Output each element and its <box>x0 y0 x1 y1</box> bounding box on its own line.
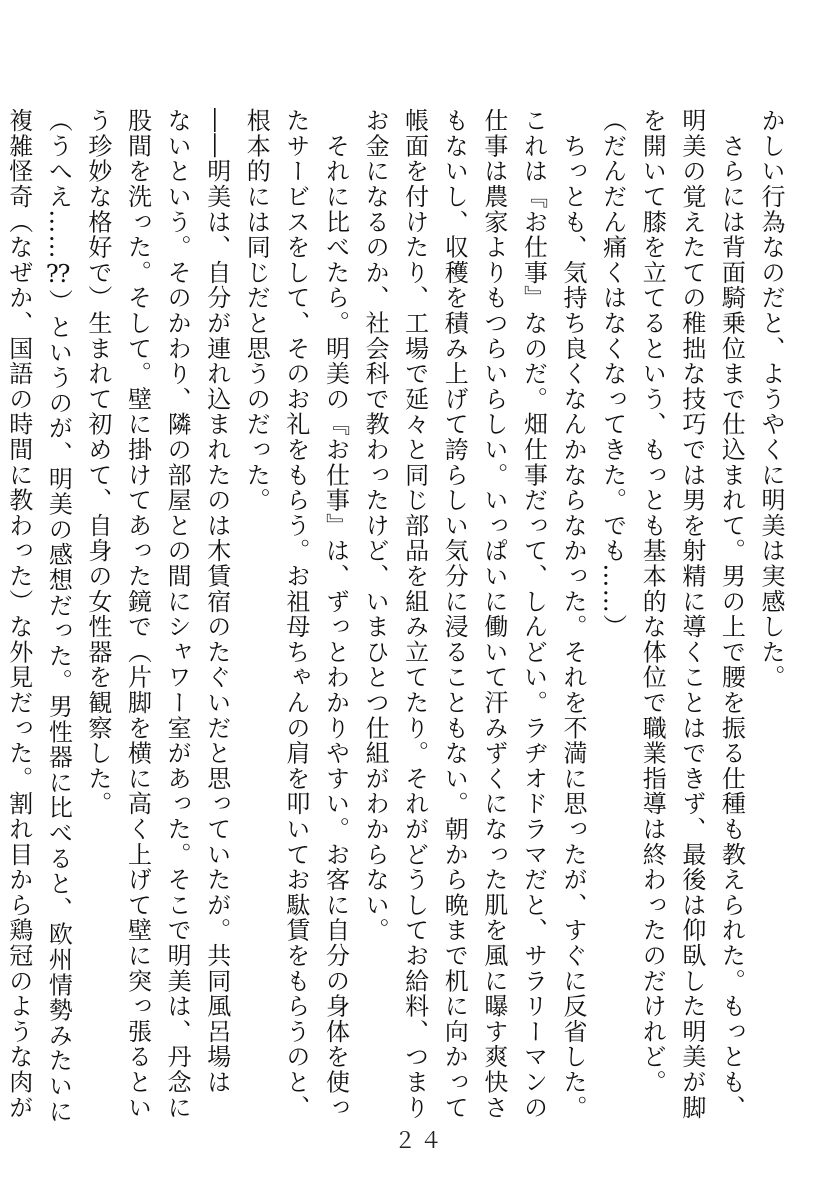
page-number: ２４ <box>393 1129 446 1154</box>
text-line: ないという。そのかわり、隣の部屋との間にシャワー室があった。そこで明美は、丹念に <box>163 108 192 1120</box>
text-line: 帳面を付けたり、工場で延々と同じ部品を組み立てたり。それがどうしてお給料、つまり <box>400 108 429 1120</box>
text-line: さらには背面騎乗位まで仕込まれて。男の上で腰を振る仕種も教えられた。もっとも、 <box>717 108 746 1120</box>
text-line: かしい行為なのだと、ようやくに明美は実感した。 <box>757 108 785 690</box>
text-line: これは『お仕事』なのだ。畑仕事だって、しんどい。ラヂオドラマだと、サラリーマンの <box>519 108 548 1120</box>
text-line: たサービスをして、そのお礼をもらう。お祖母ちゃんの肩を叩いてお駄賃をもらうのと、 <box>281 108 310 1120</box>
text-line: 複雑怪奇（なぜか、国語の時間に教わった）な外見だった。割れ目から鶏冠のような肉が <box>4 108 33 1120</box>
text-line: （だんだん痛くはなくなってきた。でも……） <box>598 108 627 640</box>
text-line: 股間を洗った。そして。壁に掛けてあった鏡で（片脚を横に高く上げて壁に突っ張るとい <box>123 108 152 1120</box>
text-line: ちっとも、気持ち良くなんかならなかった。それを不満に思ったが、すぐに反省した。 <box>559 108 588 1120</box>
text-line: お金になるのか、社会科で教わったけど、いまひとつ仕組がわからない。 <box>361 108 390 943</box>
text-line: う珍妙な格好で）生まれて初めて、自身の女性器を観察した。 <box>83 108 112 817</box>
text-line: 明美の覚えたての稚拙な技巧では男を射精に導くことはできず、最後は仰臥した明美が脚 <box>677 108 706 1120</box>
text-line: 仕事は農家よりもつらいらしい。いっぱいに働いて汗みずくになった肌を風に曝す爽快さ <box>479 108 508 1120</box>
text-line: ――明美は、自分が連れ込まれたのは木賃宿のたぐいだと思っていたが。共同風呂場は <box>202 108 231 1095</box>
body-text <box>4 108 790 1124</box>
text-line: 根本的には同じだと思うのだった。 <box>242 108 271 513</box>
text-line: を開いて膝を立てるという、もっとも基本的な体位で職業指導は終わったのだけれど。 <box>638 108 667 1095</box>
text-line: それに比べたら。明美の『お仕事』は、ずっとわかりやすい。お客に自分の身体を使っ <box>321 108 350 1120</box>
text-line: もないし、収穫を積み上げて誇らしい気分に浸ることもない。朝から晩まで机に向かって <box>440 108 469 1120</box>
text-line: （うへえ……⁇）というのが、明美の感想だった。男性器に比べると、欧州情勢みたいに <box>44 108 73 1124</box>
